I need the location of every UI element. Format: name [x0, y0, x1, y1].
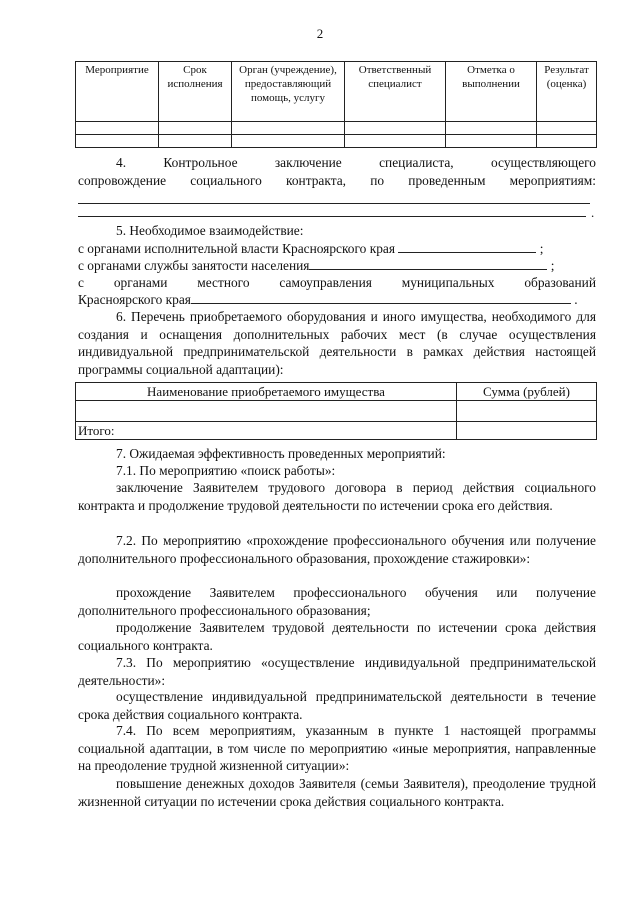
section-7-4: 7.4. По всем мероприятиям, указанным в пункте 1 настоящей программы социальной адаптации, в том числе по мероприятию «иные мероприятия, направленные на преодоление трудной жизненной ситуации»: [78, 723, 596, 774]
section-7-3: 7.3. По мероприятию «осуществление индивидуальной предпринимательской деятельности»: [78, 655, 596, 688]
col-responsible: Ответственный специалист [345, 62, 446, 122]
col-result: Результат (оценка) [537, 62, 597, 122]
interaction-executive: с органами исполнительной власти Красноярского края ; [78, 241, 544, 256]
section-7-4-text: повышение денежных доходов Заявителя (семьи Заявителя), преодоление трудной жизненной ситуации по истечении срока действия социального контракта. [78, 776, 596, 809]
col-item-name: Наименование приобретаемого имущества [76, 383, 457, 401]
table-row [76, 122, 597, 135]
section-7-1-text: заключение Заявителем трудового договора в период действия социального контракта и продолжение трудовой деятельности по истечении срока его действия. [78, 480, 596, 513]
equipment-table [75, 382, 597, 440]
page-number: 2 [316, 26, 324, 41]
document-page: 2 Мероприятие Срок исполнения Орган (учреждение), предоставляющий помощь, услугу Ответственный специалист Отметка о выполнении Результат (оценка) 4. Контрольное заключение специалиста, осуществляющего сопровождение социального контракта, по проведенным мероприятиям: . 5. Необходимое взаимодействие: с органами исполнительной власти Красноярского края ; с органами службы занятости населения ; с органами местного самоуправления муниципальных образований Красноярского края . 6. Перечень приобретаемого оборудования и иного имущества, необходимого для создания и оснащения дополнительных рабочих мест (в случае осуществления индивидуальной предпринимательской деятельности в рамках действия настоящей программы социальной адаптации): Наименование приобретаемого имущества Сумма (рублей) Итого: 7. Ожидаемая эффективность проведенных мероприятий: 7.1. По мероприятию «поиск работы»: заключение Заявителем трудового договора в период действия социального контракта и продолжение трудовой деятельности по истечении срока его действия. 7.2. По мероприятию «прохождение профессионального обучения или получение дополнительного профессионального образования, прохождение стажировки»: прохождение Заявителем профессионального обучения или получение дополнительного профессионального образования; продолжение Заявителем трудовой деятельности по истечении срока действия социального контракта. 7.3. По мероприятию «осуществление индивидуальной предпринимательской деятельности»: осуществление индивидуальной предпринимательской деятельности в течение срока действия социального контракта. 7.4. По всем мероприятиям, указанным в пункте 1 настоящей программы социальной адаптации, в том числе по мероприятию «иные мероприятия, направленные на преодоление трудной жизненной ситуации»: повышение денежных доходов Заявителя (семьи Заявителя), преодоление трудной жизненной ситуации по истечении срока действия социального контракта. [0, 0, 640, 905]
col-deadline: Срок исполнения [159, 62, 232, 122]
interaction-employment: с органами службы занятости населения ; [78, 258, 555, 273]
blank-line [78, 203, 590, 204]
section-7-2-text-a: прохождение Заявителем профессионального обучения или получение дополнительного профессионального образования; [78, 585, 596, 618]
table-header-row [76, 62, 597, 122]
table-header-row [76, 383, 597, 401]
section-4-line1: 4. Контрольное заключение специалиста, осуществляющего [116, 155, 596, 170]
section-6-text: 6. Перечень приобретаемого оборудования и иного имущества, необходимого для создания и оснащения дополнительных рабочих мест (в случае осуществления индивидуальной предпринимательской деятельности в рамках действия настоящей программы социальной адаптации): [78, 309, 596, 377]
interaction-local-gov-region: Красноярского края . [78, 292, 578, 307]
section-7-title: 7. Ожидаемая эффективность проведенных мероприятий: [116, 446, 446, 461]
section-7-1: 7.1. По мероприятию «поиск работы»: [116, 463, 336, 478]
table-total-row [76, 422, 597, 440]
section-5-title: 5. Необходимое взаимодействие: [116, 223, 304, 238]
col-sum: Сумма (рублей) [457, 383, 597, 401]
col-activity: Мероприятие [76, 62, 159, 122]
col-agency: Орган (учреждение), предоставляющий помощь, услугу [232, 62, 345, 122]
section-4-line2: сопровождение социального контракта, по проведенным мероприятиям: [78, 173, 596, 188]
col-completion-mark: Отметка о выполнении [446, 62, 537, 122]
section-7-2: 7.2. По мероприятию «прохождение профессионального обучения или получение дополнительного профессионального образования, прохождение стажировки»: [78, 533, 596, 566]
table-row [76, 401, 597, 422]
activities-table [75, 61, 597, 148]
table-row [76, 135, 597, 148]
total-label: Итого: [76, 422, 457, 440]
section-7-3-text: осуществление индивидуальной предпринимательской деятельности в течение срока действия социального контракта. [78, 689, 596, 722]
section-7-2-text-b: продолжение Заявителем трудовой деятельности по истечении срока действия социального контракта. [78, 620, 596, 653]
blank-line [78, 216, 586, 217]
interaction-local-gov: с органами местного самоуправления муниципальных образований [78, 275, 596, 290]
